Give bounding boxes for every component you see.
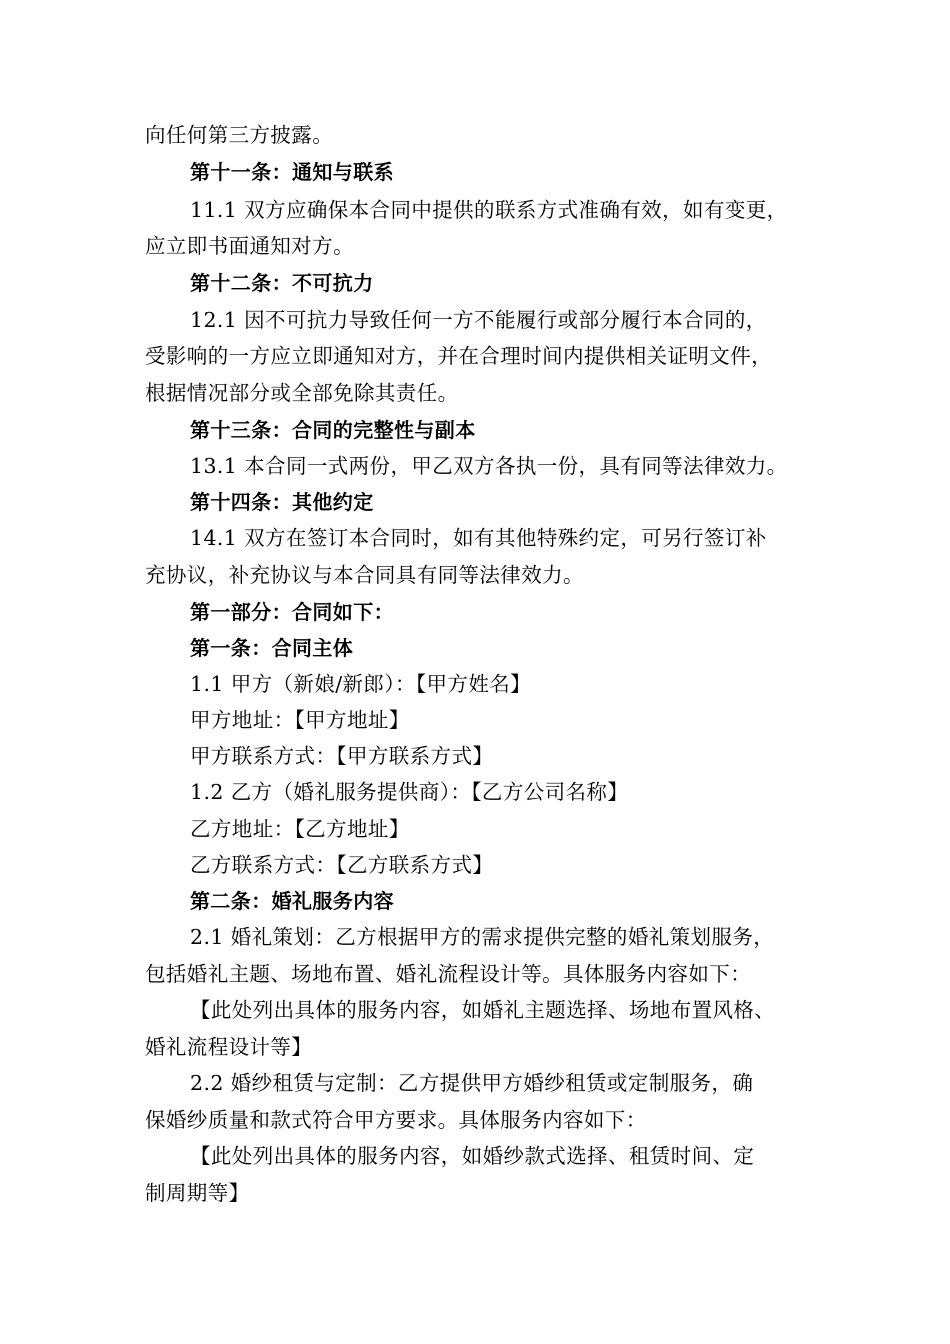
text-line: 【此处列出具体的服务内容，如婚纱款式选择、租赁时间、定 — [190, 1144, 755, 1168]
text-line: 制周期等】 — [145, 1181, 250, 1205]
section-heading: 第十三条：合同的完整性与副本 — [190, 418, 476, 442]
text-line: 包括婚礼主题、场地布置、婚礼流程设计等。具体服务内容如下： — [145, 962, 752, 986]
text-line: 14.1 双方在签订本合同时，如有其他特殊约定，可另行签订补 — [190, 526, 767, 550]
section-heading: 第十二条：不可抗力 — [190, 271, 374, 295]
text-line: 乙方联系方式：【乙方联系方式】 — [190, 853, 494, 877]
text-line: 充协议，补充协议与本合同具有同等法律效力。 — [145, 563, 584, 587]
text-line: 1.2 乙方（婚礼服务提供商）：【乙方公司名称】 — [190, 780, 629, 804]
text-line: 根据情况部分或全部免除其责任。 — [145, 381, 459, 405]
section-heading: 第十一条：通知与联系 — [190, 160, 394, 184]
text-line: 保婚纱质量和款式符合甲方要求。具体服务内容如下： — [145, 1108, 647, 1132]
text-line: 1.1 甲方（新娘/新郎）：【甲方姓名】 — [190, 672, 532, 696]
text-line: 【此处列出具体的服务内容，如婚礼主题选择、场地布置风格、 — [190, 998, 776, 1022]
text-line: 13.1 本合同一式两份，甲乙双方各执一份，具有同等法律效力。 — [190, 454, 788, 478]
text-line: 向任何第三方披露。 — [145, 123, 334, 147]
text-line: 12.1 因不可抗力导致任何一方不能履行或部分履行本合同的， — [190, 308, 767, 332]
text-line: 婚礼流程设计等】 — [145, 1035, 313, 1059]
text-line: 甲方地址：【甲方地址】 — [190, 708, 410, 732]
text-line: 乙方地址：【乙方地址】 — [190, 817, 410, 841]
text-line: 2.1 婚礼策划：乙方根据甲方的需求提供完整的婚礼策划服务， — [190, 925, 775, 949]
section-heading: 第十四条：其他约定 — [190, 490, 374, 514]
text-line: 受影响的一方应立即通知对方，并在合理时间内提供相关证明文件， — [145, 344, 772, 368]
text-line: 11.1 双方应确保本合同中提供的联系方式准确有效，如有变更， — [190, 198, 788, 222]
section-heading: 第二条：婚礼服务内容 — [190, 889, 394, 913]
section-heading: 第一条：合同主体 — [190, 636, 354, 660]
section-heading: 第一部分：合同如下： — [190, 600, 394, 624]
text-line: 甲方联系方式：【甲方联系方式】 — [190, 744, 494, 768]
text-line: 应立即书面通知对方。 — [145, 234, 354, 258]
text-line: 2.2 婚纱租赁与定制：乙方提供甲方婚纱租赁或定制服务，确 — [190, 1071, 754, 1095]
